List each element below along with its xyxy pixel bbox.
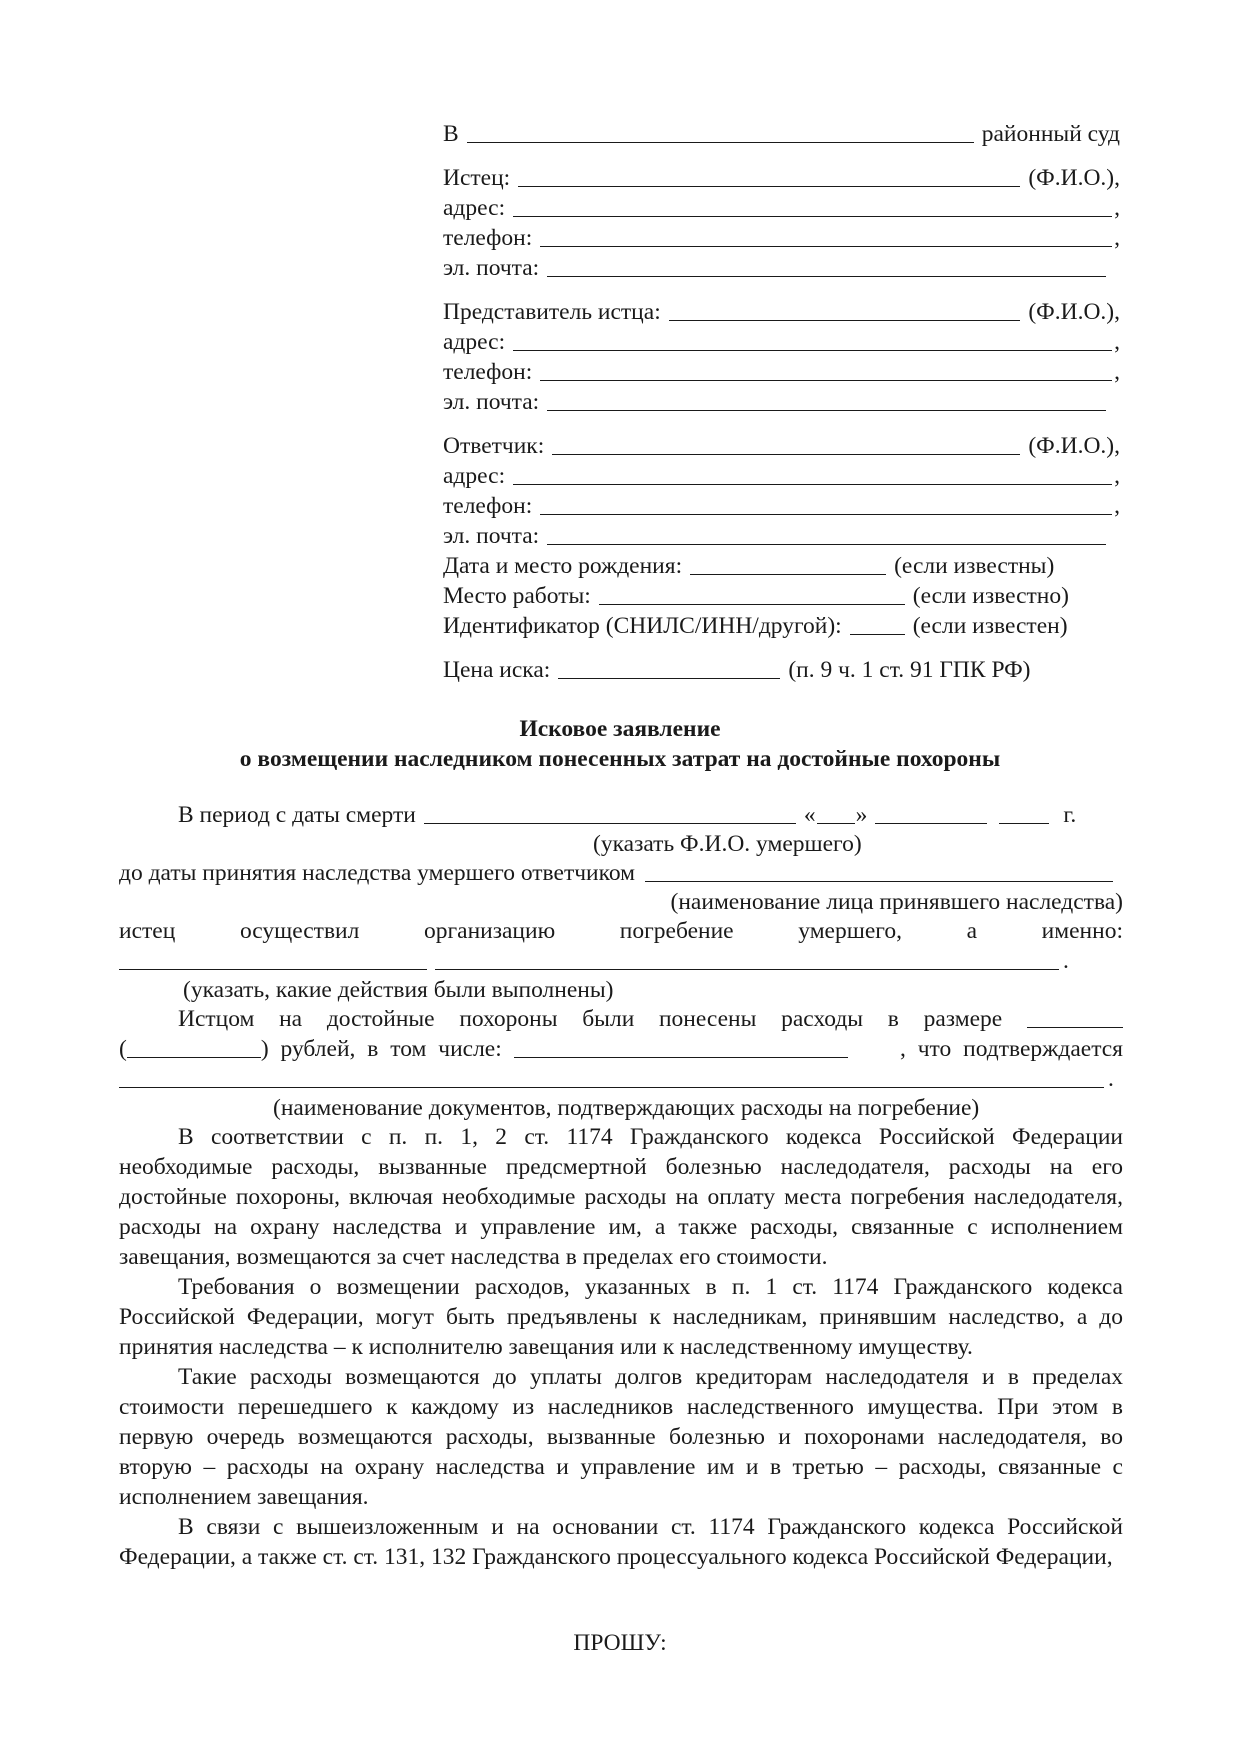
- expenses-line: [119, 1004, 1123, 1034]
- defendant-id-label: Идентификатор (СНИЛС/ИНН/другой):: [443, 613, 842, 639]
- defendant-email-field[interactable]: [547, 544, 1106, 545]
- defendant-birth-field[interactable]: [690, 574, 886, 575]
- document-body: [119, 800, 1123, 1572]
- comma: ,: [1114, 195, 1120, 221]
- expense-amount-field[interactable]: [1027, 1027, 1123, 1028]
- claim-price-hint: (п. 9 ч. 1 ст. 91 ГПК РФ): [788, 657, 1031, 683]
- defendant-phone-label: телефон:: [443, 493, 533, 519]
- defendant-block: [443, 431, 1120, 641]
- court-suffix: районный суд: [981, 121, 1120, 147]
- heir-name-field[interactable]: [645, 881, 1113, 882]
- plaintiff-block: [443, 163, 1120, 283]
- heir-line: [119, 858, 1123, 888]
- word: размере: [923, 1006, 1003, 1032]
- actions-field-1[interactable]: [119, 969, 427, 970]
- word: организацию: [424, 918, 556, 944]
- word: Истцом: [178, 1006, 255, 1032]
- word: истец: [119, 918, 176, 944]
- actions-field-2[interactable]: [435, 969, 1059, 970]
- documents-field[interactable]: [119, 1087, 1104, 1088]
- rubles-line: [119, 1034, 1123, 1064]
- comma: ,: [1114, 329, 1120, 355]
- claim-price-field[interactable]: [558, 678, 780, 679]
- defendant-birth-label: Дата и место рождения:: [443, 553, 683, 579]
- court-prefix: В: [443, 121, 459, 147]
- representative-fio-field[interactable]: [669, 320, 1021, 321]
- month-field[interactable]: [875, 823, 987, 824]
- paragraph-3: Такие расходы возмещаются до уплаты долгов кредиторам наследодателя и в пределах стоимости перешедшего к каждому из наследников наследственного имущества. При этом в первую очередь возмещаются расходы, вызванные болезнью и похоронами наследодателя, во вторую – расходы на охрану наследства и управление им и в третью – расходы, связанные с исполнением завещания.: [119, 1364, 1123, 1510]
- word: погребение: [619, 918, 734, 944]
- quote-open: «: [803, 802, 816, 828]
- word: именно:: [1041, 918, 1123, 944]
- comma: ,: [1114, 359, 1120, 385]
- confirmed-text: , что подтверждается: [899, 1036, 1123, 1062]
- representative-phone-label: телефон:: [443, 359, 533, 385]
- plaintiff-fio-hint: (Ф.И.О.),: [1028, 165, 1120, 191]
- plaintiff-email-label: эл. почта:: [443, 255, 540, 281]
- documents-hint: (наименование документов, подтверждающих расходы на погребение): [273, 1095, 980, 1121]
- word: а: [966, 918, 978, 944]
- defendant-work-label: Место работы:: [443, 583, 591, 609]
- expense-details-field[interactable]: [514, 1057, 848, 1058]
- paragraph-1: В соответствии с п. п. 1, 2 ст. 1174 Гражданского кодекса Российской Федерации необходимые расходы, вызванные предсмертной болезнью наследодателя, расходы на его достойные похороны, включая необходимые расходы на оплату места погребения наследодателя, расходы на охрану наследства и управление им, а также расходы, связанные с исполнением завещания, возмещаются за счет наследства в пределах его стоимости.: [119, 1124, 1123, 1270]
- claim-price-label: Цена иска:: [443, 657, 551, 683]
- word: были: [582, 1006, 635, 1032]
- plaintiff-address-label: адрес:: [443, 195, 506, 221]
- paragraph-4: В связи с вышеизложенным и на основании ст. 1174 Гражданского кодекса Российской Федерации, а также ст. ст. 131, 132 Гражданского процессуального кодекса Российской Федерации,: [119, 1514, 1123, 1570]
- documents-line: [119, 1064, 1123, 1094]
- rubles-open: (: [119, 1036, 127, 1062]
- word: похороны: [459, 1006, 558, 1032]
- comma: ,: [1114, 225, 1120, 251]
- period-dot: .: [1063, 948, 1069, 974]
- representative-phone-field[interactable]: [540, 380, 1112, 381]
- representative-address-label: адрес:: [443, 329, 506, 355]
- word: расходы: [781, 1006, 864, 1032]
- plaintiff-email-field[interactable]: [547, 276, 1106, 277]
- paragraph-2: Требования о возмещении расходов, указанных в п. 1 ст. 1174 Гражданского кодекса Российской Федерации, могут быть предъявлены к наследникам, принявшим наследство, а до принятия наследства – к исполнителю завещания или к наследственному имуществу.: [119, 1274, 1123, 1360]
- defendant-email-label: эл. почта:: [443, 523, 540, 549]
- representative-fio-hint: (Ф.И.О.),: [1028, 299, 1120, 325]
- plaintiff-phone-label: телефон:: [443, 225, 533, 251]
- deceased-hint: (указать Ф.И.О. умершего): [593, 831, 862, 857]
- representative-email-label: эл. почта:: [443, 389, 540, 415]
- word: осуществил: [239, 918, 360, 944]
- period-start-text: В период с даты смерти: [178, 802, 416, 828]
- rubles-text: ) рублей, в том числе:: [260, 1036, 502, 1062]
- claim-price-block: [443, 655, 1120, 685]
- document-title: Исковое заявление: [519, 716, 721, 742]
- heir-hint: (наименование лица принявшего наследства): [670, 889, 1123, 915]
- defendant-address-field[interactable]: [513, 484, 1112, 485]
- defendant-id-hint: (если известен): [912, 613, 1068, 639]
- word: на: [279, 1006, 303, 1032]
- period-dot: .: [1108, 1066, 1114, 1092]
- organized-line: [119, 916, 1123, 946]
- actions-line: [119, 946, 1123, 976]
- year-suffix: г.: [1063, 802, 1077, 828]
- word: умершего,: [798, 918, 902, 944]
- document-subtitle: о возмещении наследником понесенных затрат на достойные похороны: [239, 746, 1001, 772]
- period-line: [119, 800, 1123, 830]
- defendant-fio-field[interactable]: [552, 454, 1020, 455]
- year-field[interactable]: [999, 823, 1049, 824]
- defendant-work-hint: (если известно): [912, 583, 1069, 609]
- court-name-field[interactable]: [467, 142, 974, 143]
- representative-label: Представитель истца:: [443, 299, 661, 325]
- defendant-birth-hint: (если известны): [894, 553, 1055, 579]
- plaintiff-label: Истец:: [443, 165, 511, 191]
- defendant-work-field[interactable]: [599, 604, 905, 605]
- plaintiff-fio-field[interactable]: [518, 186, 1020, 187]
- actions-hint: (указать, какие действия были выполнены): [183, 977, 614, 1003]
- word: в: [887, 1006, 899, 1032]
- defendant-fio-hint: (Ф.И.О.),: [1028, 433, 1120, 459]
- court-block: [443, 119, 1120, 149]
- comma: ,: [1114, 463, 1120, 489]
- day-field[interactable]: [817, 823, 855, 824]
- representative-address-field[interactable]: [513, 350, 1112, 351]
- defendant-label: Ответчик:: [443, 433, 545, 459]
- defendant-address-label: адрес:: [443, 463, 506, 489]
- plaintiff-phone-field[interactable]: [540, 246, 1112, 247]
- plaintiff-address-field[interactable]: [513, 216, 1112, 217]
- defendant-phone-field[interactable]: [540, 514, 1112, 515]
- quote-close: »: [855, 802, 868, 828]
- word: достойные: [326, 1006, 435, 1032]
- deceased-name-field[interactable]: [424, 823, 796, 824]
- representative-block: [443, 297, 1120, 417]
- representative-email-field[interactable]: [547, 410, 1106, 411]
- request-heading: ПРОШУ:: [573, 1630, 667, 1656]
- until-text: до даты принятия наследства умершего ответчиком: [119, 860, 636, 886]
- word: понесены: [658, 1006, 757, 1032]
- comma: ,: [1114, 493, 1120, 519]
- expense-words-field[interactable]: [127, 1057, 261, 1058]
- defendant-id-field[interactable]: [850, 634, 905, 635]
